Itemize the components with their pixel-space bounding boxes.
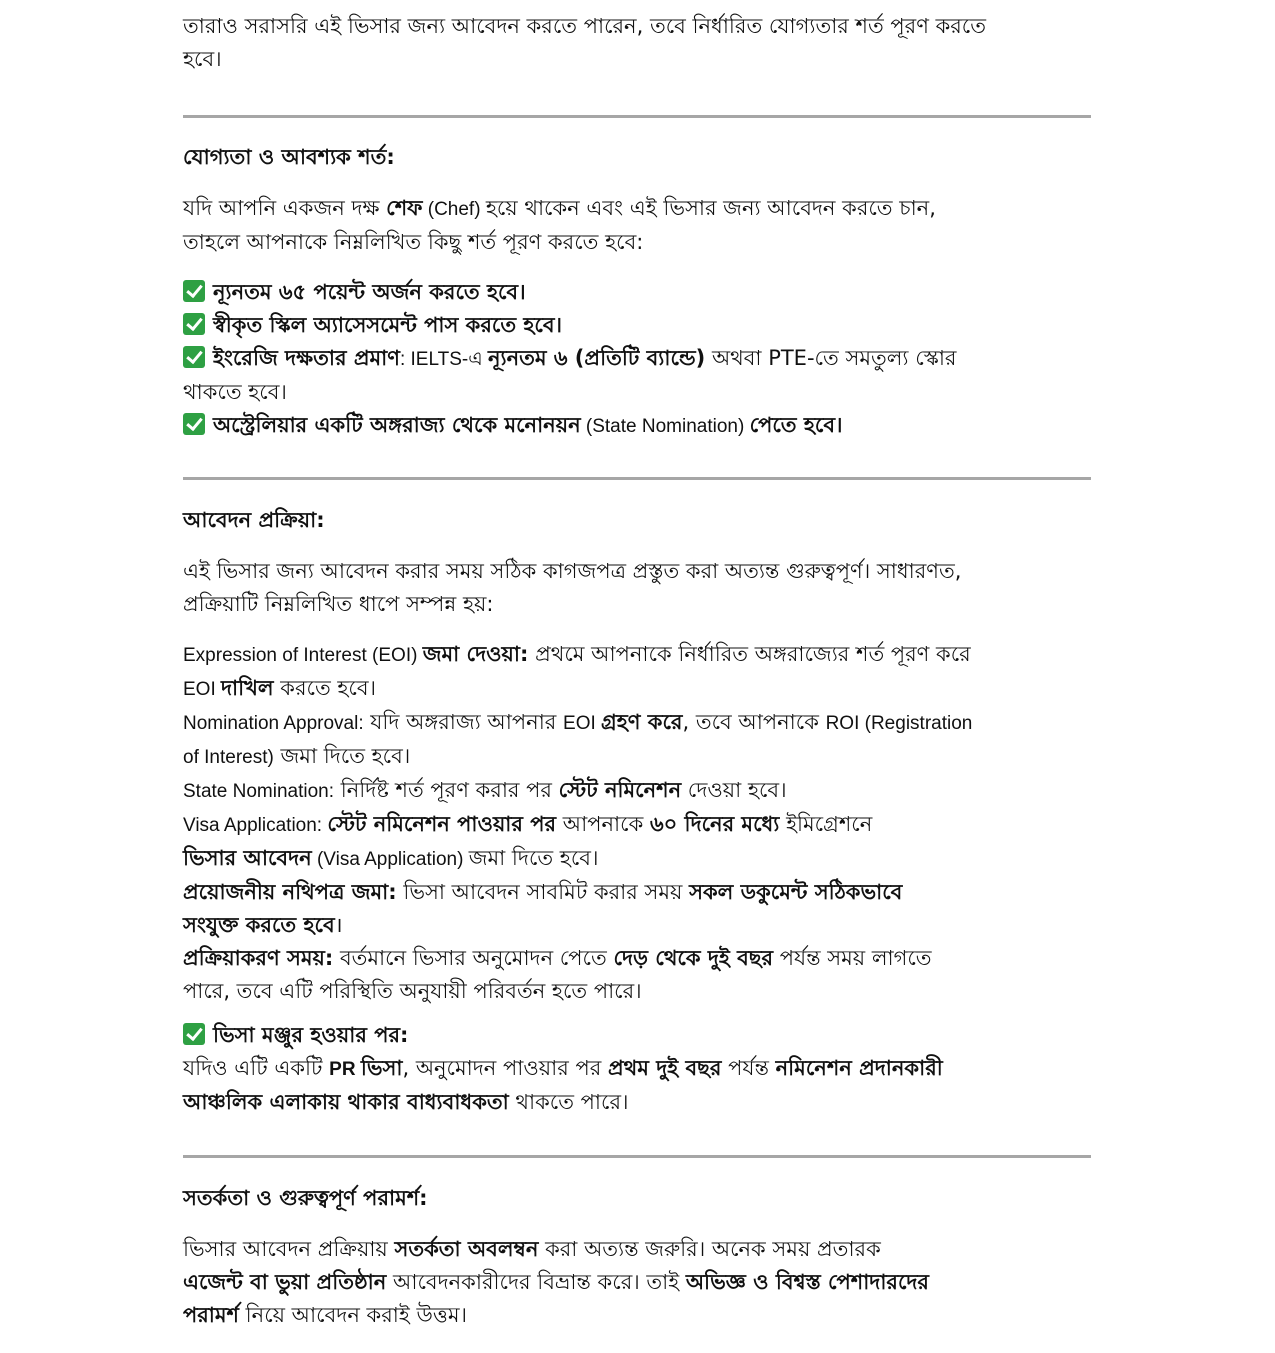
text-span: ROI (Registration [825, 713, 973, 734]
text-span: থাকতে পারে। [508, 1090, 629, 1114]
eligibility-intro [183, 192, 1093, 259]
bold-span: শেফ [386, 196, 423, 220]
bold-span: স্টেট নমিনেশন [558, 778, 682, 802]
eligibility-heading: যোগ্যতা ও আবশ্যক শর্ত: [183, 145, 395, 169]
bold-span: ইংরেজি দক্ষতার প্রমাণ [213, 346, 400, 370]
check-icon [183, 413, 205, 435]
intro-paragraph [183, 10, 1093, 76]
bold-span: স্টেট নমিনেশন পাওয়ার পর [327, 812, 557, 836]
text-span: করা অত্যন্ত জরুরি। অনেক সময় প্রতারক [538, 1237, 881, 1261]
caution-heading: সতর্কতা ও গুরুত্বপূর্ণ পরামর্শ: [183, 1186, 428, 1210]
bold-span: আঞ্চলিক এলাকায় থাকার বাধ্যবাধকতা [183, 1090, 509, 1114]
text-span: ইমিগ্রেশনে [779, 812, 873, 836]
step-3 [183, 774, 1093, 808]
bold-span: পরামর্শ [183, 1303, 239, 1327]
bold-span: ভিসা [360, 1056, 403, 1080]
check-icon [183, 346, 205, 368]
bold-span: ৬০ দিনের মধ্যে [649, 812, 780, 836]
check-icon [183, 1023, 205, 1045]
eligibility-intro-line-2: তাহলে আপনাকে নিম্নলিখিত কিছু শর্ত পূরণ করতে হবে: [183, 230, 644, 254]
text-span: Expression of Interest (EOI) [183, 645, 423, 666]
eligibility-intro-line-1 [183, 192, 1093, 226]
divider-2 [183, 477, 1091, 480]
bold-span: গ্রহণ করে [601, 710, 683, 734]
text-span: বর্তমানে ভিসার অনুমোদন পেতে [333, 946, 614, 970]
step-4-line-1 [183, 808, 1093, 842]
divider-1 [183, 115, 1091, 118]
bold-span: সকল ডকুমেন্ট সঠিকভাবে [689, 880, 903, 904]
text-span: EOI [183, 679, 222, 700]
bold-span: জমা দেওয়া: [422, 642, 529, 666]
text-span: , তবে আপনাকে [682, 710, 826, 734]
text-span: Visa Application: [183, 815, 328, 836]
eligibility-list [183, 276, 1093, 443]
text-span: State Nomination: [183, 781, 335, 802]
step-1-line-1 [183, 638, 1093, 672]
text-span: ভিসার আবেদন প্রক্রিয়ায় [183, 1237, 395, 1261]
step-4-line-2 [183, 842, 1093, 876]
caution-line-3 [183, 1299, 1093, 1332]
text-span: of Interest) [183, 747, 274, 768]
text-span: ভিসা আবেদন সাবমিট করার সময় [396, 880, 690, 904]
text-span: দেওয়া হবে। [681, 778, 787, 802]
eligibility-item-1 [183, 276, 1093, 309]
text-span: । [334, 913, 343, 937]
bold-span: PR [329, 1059, 361, 1080]
step-2-line-1 [183, 706, 1093, 740]
process-intro-line-1: এই ভিসার জন্য আবেদন করার সময় সঠিক কাগজপত্র প্রস্তুত করা অত্যন্ত গুরুত্বপূর্ণ। সাধারণত, [183, 559, 962, 583]
bold-span: অস্ট্রেলিয়ার একটি অঙ্গরাজ্য থেকে মনোনয়ন [213, 413, 581, 437]
bold-span: ন্যূনতম ৬ (প্রতিটি ব্যান্ডে) [487, 346, 706, 370]
text-span: হয়ে থাকেন এবং এই ভিসার জন্য আবেদন করতে চান, [485, 196, 936, 220]
text-span: (Visa Application) [311, 849, 469, 870]
text-span: যদিও এটি একটি [183, 1056, 330, 1080]
text-span: নির্দিষ্ট শর্ত পূরণ করার পর [334, 778, 559, 802]
text-span: (Chef) [422, 199, 486, 220]
bold-span: সংযুক্ত করতে হবে [183, 913, 335, 937]
after-approval-line-2 [183, 1086, 1093, 1119]
text-span: (State Nomination) [580, 416, 750, 437]
text-span: : IELTS-এ [399, 349, 488, 370]
text-span: Nomination Approval: [183, 713, 364, 734]
step-2-line-2 [183, 740, 1093, 774]
step-6-line-2: পারে, তবে এটি পরিস্থিতি অনুযায়ী পরিবর্তন হতে পারে। [183, 979, 642, 1003]
text-span: পর্যন্ত [721, 1056, 776, 1080]
bold-span: অভিজ্ঞ ও বিশ্বস্ত পেশাদারদের [685, 1270, 929, 1294]
check-icon [183, 280, 205, 302]
bold-span: স্বীকৃত স্কিল অ্যাসেসমেন্ট পাস করতে হবে। [213, 313, 563, 337]
text-span: জমা দিতে হবে। [468, 846, 599, 870]
text-span: করতে হবে। [273, 676, 377, 700]
text-span: যদি অঙ্গরাজ্য আপনার [363, 710, 564, 734]
text-span: পর্যন্ত সময় লাগতে [773, 946, 932, 970]
bold-span: দেড় থেকে দুই বছর [613, 946, 774, 970]
bold-span: সতর্কতা অবলম্বন [394, 1237, 539, 1261]
text-span: জমা দিতে হবে। [273, 744, 411, 768]
eligibility-item-3 [183, 342, 1093, 376]
bold-span: ভিসার আবেদন [183, 846, 312, 870]
step-5-line-1 [183, 876, 1093, 909]
step-5-line-2 [183, 909, 1093, 942]
text-span: নিয়ে আবেদন করাই উত্তম। [238, 1303, 468, 1327]
divider-3 [183, 1155, 1091, 1158]
after-approval-heading [183, 1019, 1093, 1052]
text-span: যদি আপনি একজন দক্ষ [183, 196, 387, 220]
bold-span: প্রথম দুই বছর [607, 1056, 722, 1080]
text-span: আপনাকে [556, 812, 650, 836]
after-approval [183, 1019, 1093, 1119]
process-intro-line-2: প্রক্রিয়াটি নিম্নলিখিত ধাপে সম্পন্ন হয়: [183, 592, 494, 616]
bold-span: এজেন্ট বা ভুয়া প্রতিষ্ঠান [183, 1270, 387, 1294]
after-approval-line-1 [183, 1052, 1093, 1086]
bold-span: দাখিল [221, 676, 274, 700]
bold-span: ভিসা মঞ্জুর হওয়ার পর: [213, 1023, 409, 1047]
text-span: প্রথমে আপনাকে নির্ধারিত অঙ্গরাজ্যের শর্ত পূরণ করে [528, 642, 971, 666]
check-icon [183, 313, 205, 335]
text-span: EOI [563, 713, 602, 734]
bold-span: ন্যূনতম ৬৫ পয়েন্ট অর্জন করতে হবে। [213, 280, 526, 304]
text-span: অথবা PTE-তে সমতুল্য স্কোর [705, 346, 957, 370]
process-steps [183, 638, 1093, 1008]
intro-line-2: হবে। [183, 47, 222, 71]
step-1-line-2 [183, 672, 1093, 706]
caution-line-1 [183, 1233, 1093, 1266]
process-intro [183, 555, 1093, 621]
eligibility-item-3-cont: থাকতে হবে। [183, 380, 287, 404]
step-6-line-1 [183, 942, 1093, 975]
bold-span: প্রয়োজনীয় নথিপত্র জমা: [183, 880, 397, 904]
intro-line-1: তারাও সরাসরি এই ভিসার জন্য আবেদন করতে পারেন, তবে নির্ধারিত যোগ্যতার শর্ত পূরণ করতে [183, 14, 987, 38]
text-span: , অনুমোদন পাওয়ার পর [402, 1056, 608, 1080]
bold-span: প্রক্রিয়াকরণ সময়: [183, 946, 334, 970]
text-span: আবেদনকারীদের বিভ্রান্ত করে। তাই [386, 1270, 686, 1294]
caution-line-2 [183, 1266, 1093, 1299]
bold-span: নমিনেশন প্রদানকারী [775, 1056, 943, 1080]
bold-span: পেতে হবে। [749, 413, 843, 437]
process-heading: আবেদন প্রক্রিয়া: [183, 508, 325, 532]
eligibility-item-2 [183, 309, 1093, 342]
caution-paragraph [183, 1233, 1093, 1332]
eligibility-item-4 [183, 409, 1093, 443]
